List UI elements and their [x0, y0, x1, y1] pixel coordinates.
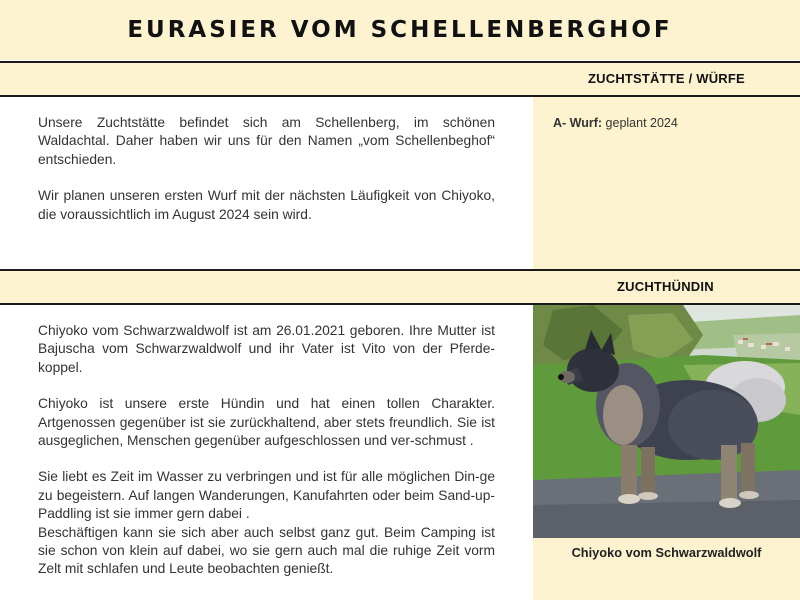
litter-info — [553, 116, 678, 130]
female-paragraph: Chiyoko vom Schwarzwaldwolf ist am 26.01.2021 geboren. Ihre Mutter ist Bajuscha vom Schwarzwaldwolf und ihr Vater ist Vito von der Pferde-koppel. — [38, 323, 495, 375]
female-paragraph: Chiyoko ist unsere erste Hündin und hat einen tollen Charakter. Artgenossen gegenüber ist sie zurückhaltend, aber stets freundlich. Sie ist ausgeglichen, Menschen gegenüber aufgeschlossen und ver-schmust . — [38, 396, 495, 449]
litter-label: A- Wurf: — [553, 116, 603, 130]
female-paragraph: Beschäftigen kann sie sich aber auch selbst ganz gut. Beim Camping ist sie schon von klein auf dabei, wo sie gern auch mal die ruhige Zeit vorm Zelt mit schlafen und Leute beobachten genießt. — [38, 524, 495, 577]
photo-caption: Chiyoko vom Schwarzwaldwolf — [571, 545, 762, 560]
breeding-paragraph: Wir planen unseren ersten Wurf mit der nächsten Läufigkeit von Chiyoko, die voraussichtlich im August 2024 sein wird. — [38, 188, 495, 222]
breeding-section-header — [0, 61, 800, 97]
dog-photo — [533, 305, 800, 538]
litter-status: geplant 2024 — [605, 116, 678, 130]
female-paragraph: Sie liebt es Zeit im Wasser zu verbringen und ist für alle möglichen Din-ge zu begeistern. Auf langen Wanderungen, Kanufahrten oder beim Sand-up-Paddling ist sie immer gern dabei . — [38, 469, 495, 522]
breeding-paragraph: Unsere Zuchtstätte befindet sich am Schellenberg, im schönen Waldachtal. Daher haben wir uns für den Namen „vom Schellenbeghof“ entschieden. — [38, 115, 495, 167]
female-text — [38, 322, 495, 579]
breeding-section-heading: ZUCHTSTÄTTE / WÜRFE — [588, 71, 745, 86]
female-section-header — [0, 269, 800, 305]
female-section-heading: ZUCHTHÜNDIN — [617, 279, 714, 294]
site-header — [0, 0, 800, 60]
site-title: EURASIER VOM SCHELLENBERGHOF — [127, 17, 673, 43]
breeding-text — [38, 114, 495, 224]
